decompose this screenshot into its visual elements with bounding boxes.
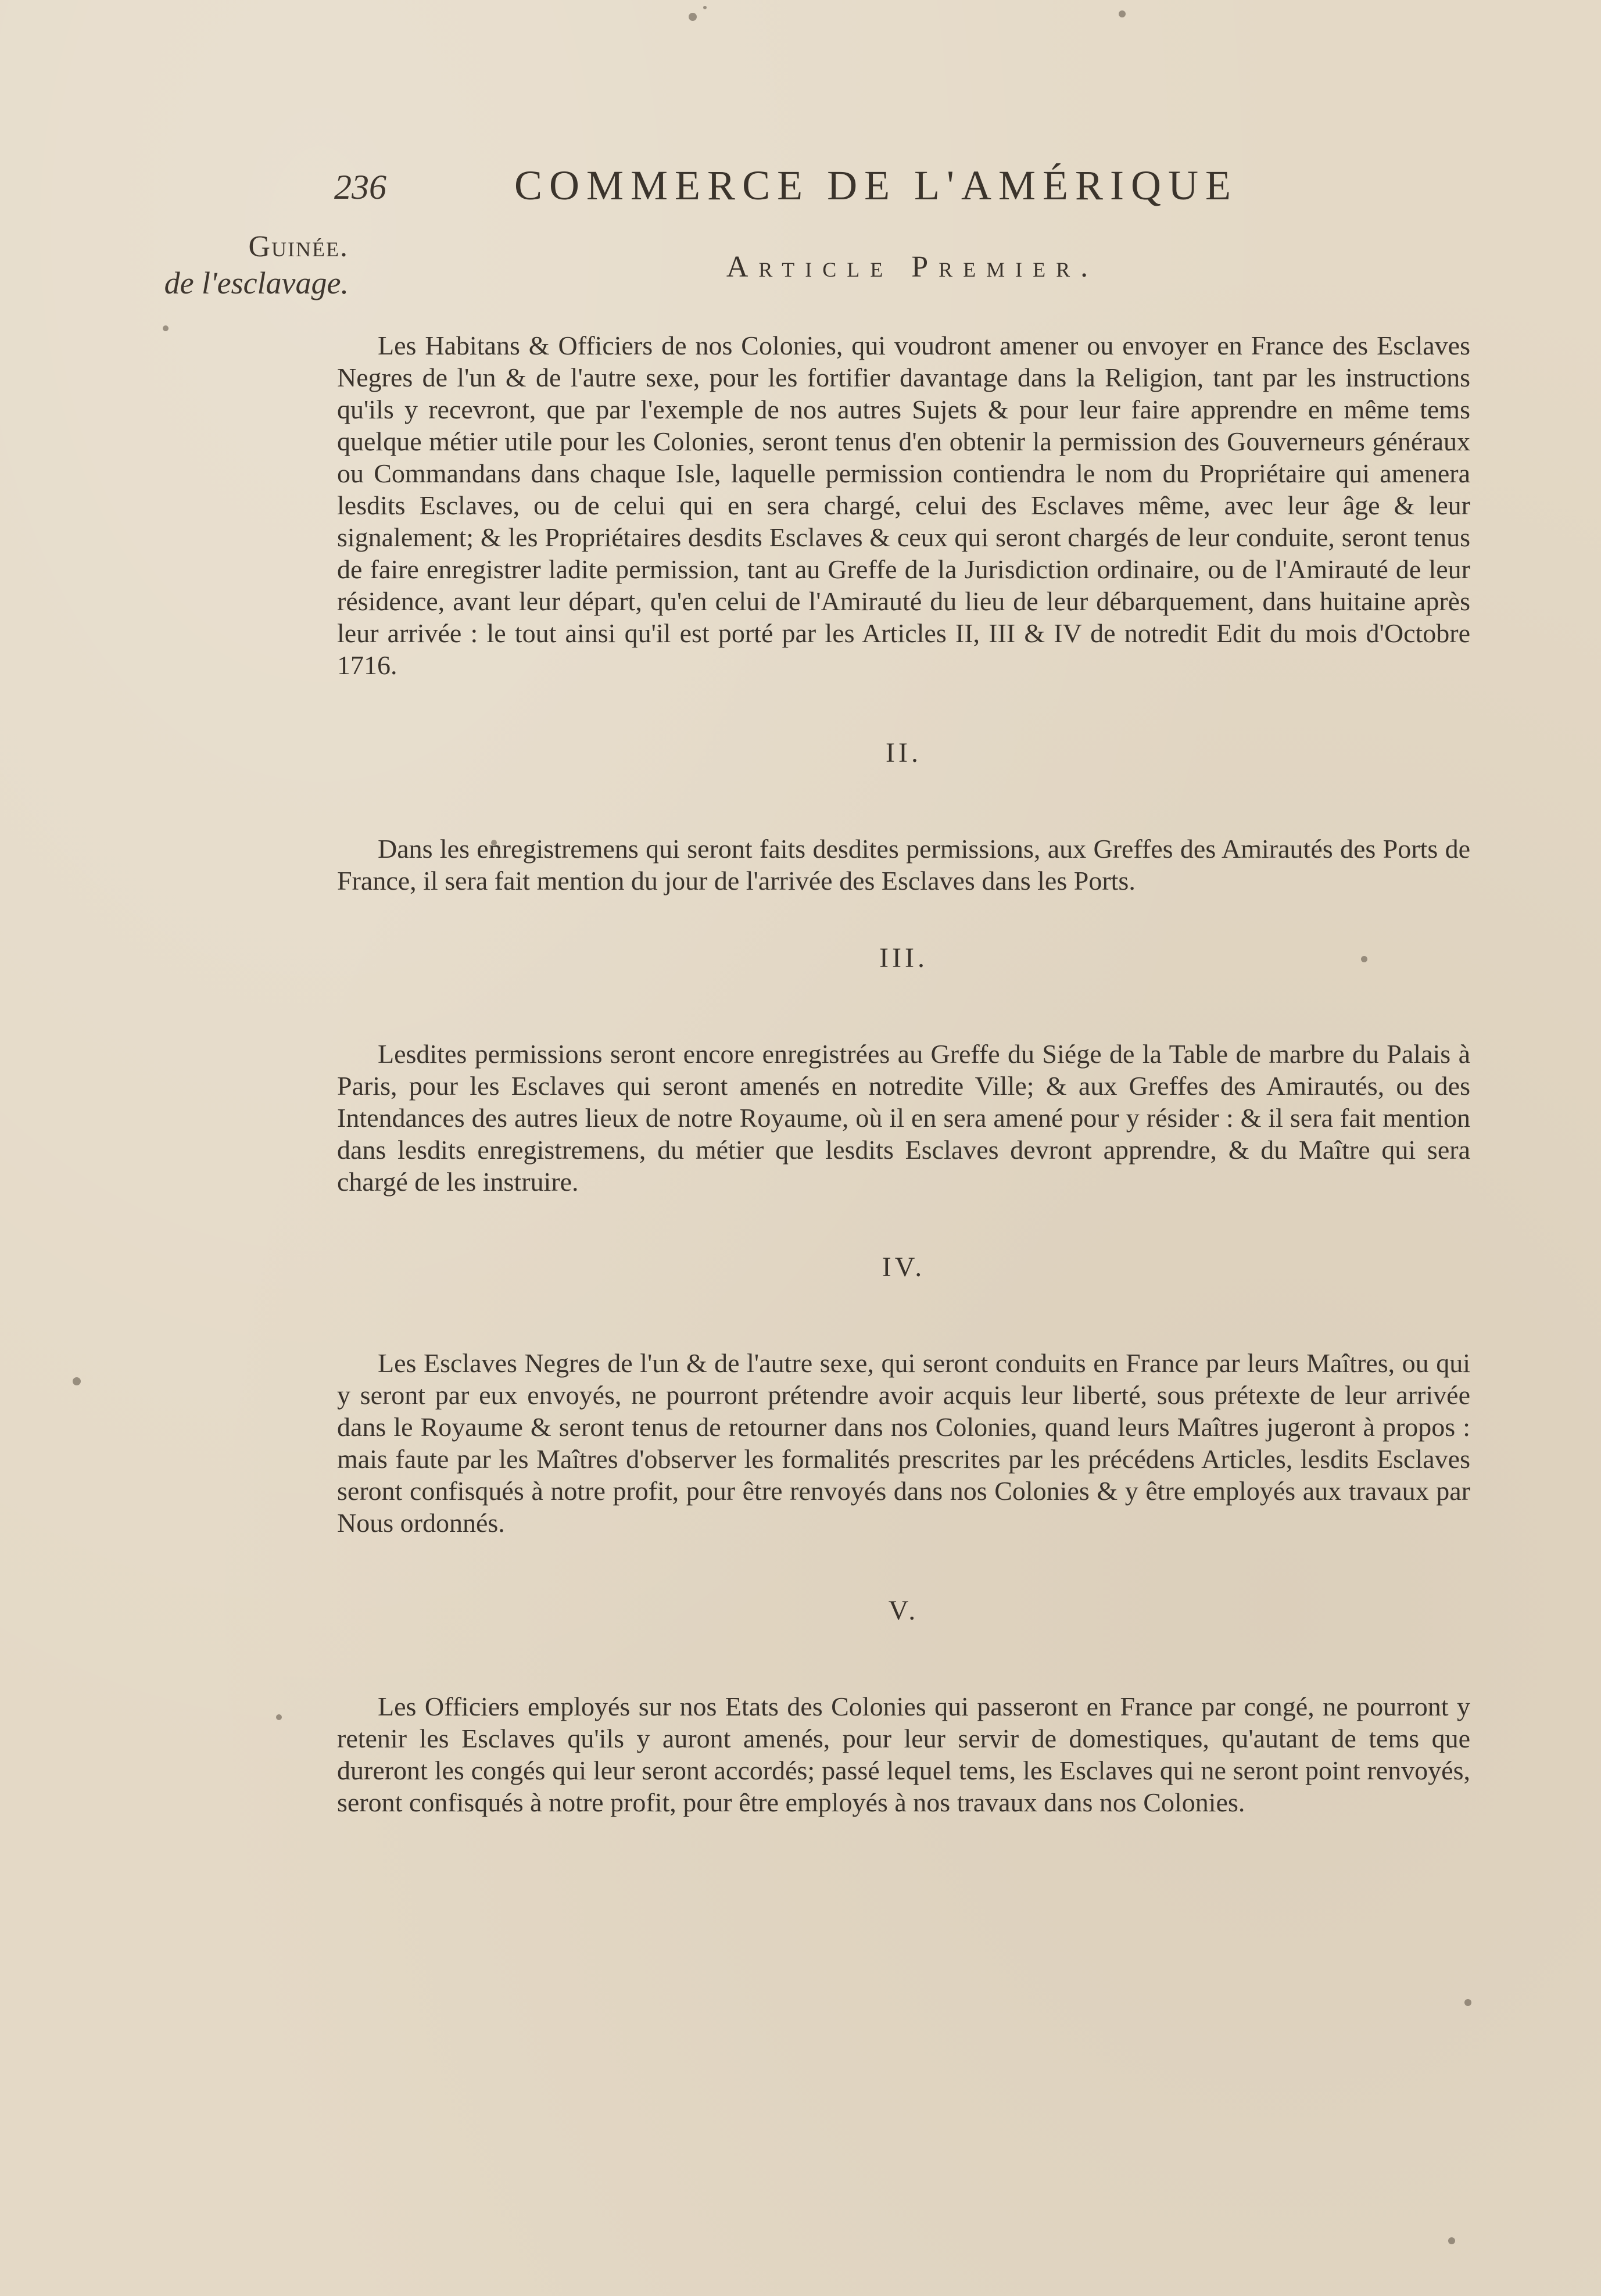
margin-note-esclavage: de l'esclavage. [164,266,349,300]
paper-speck [1119,10,1126,17]
main-text [337,250,1470,1818]
article-3-heading: III. [879,943,928,973]
page-number: 236 [334,168,386,206]
article-4-heading: IV. [882,1252,926,1283]
paper-speck [163,325,169,331]
paper-speck [73,1377,81,1385]
margin-note [116,230,349,301]
article-1-heading: Article Premier. [726,250,1099,284]
paper-speck [1448,2237,1455,2244]
paper-speck [703,6,707,9]
page-header [334,157,1287,215]
margin-note-guinee: Guinée. [248,230,349,263]
article-2-heading: II. [886,737,922,768]
article-2-text: Dans les enregistremens qui seront faits desdites permissions, aux Greffes des Amirautés des Ports de France, il sera fait mention du jour de l'arrivée des Esclaves dans les Ports. [337,834,1470,896]
running-head: COMMERCE DE L'AMÉRIQUE [514,162,1238,209]
article-5-text: Les Officiers employés sur nos Etats des Colonies qui passeront en France par congé, ne pourront y retenir les Esclaves qu'ils y auront amenés, pour leur servir de domestiques, qu'autant de tems que dureront les congés qui leur seront accordés; passé lequel tems, les Esclaves qui ne seront point renvoyés, seront confisqués à notre profit, pour être employés à nos travaux dans nos Colonies. [337,1692,1470,1817]
article-1-text: Les Habitans & Officiers de nos Colonies, qui voudront amener ou envoyer en France des Esclaves Negres de l'un & de l'autre sexe, pour les fortifier davantage dans la Religion, tant par les instructions qu'ils y recevront, que par l'exemple de nos autres Sujets & pour leur faire apprendre en même tems quelque métier utile pour les Colonies, seront tenus d'en obtenir la permission des Gouverneurs généraux ou Commandans dans chaque Isle, laquelle permission contiendra le nom du Propriétaire qui amenera lesdits Esclaves, ou de celui qui en sera chargé, celui des Esclaves même, avec leur âge & leur signalement; & les Propriétaires desdits Esclaves & ceux qui seront chargés de leur conduite, seront tenus de faire enregistrer ladite permission, tant au Greffe de la Jurisdiction ordinaire, ou de l'Amirauté de leur résidence, avant leur départ, qu'en celui de l'Amirauté du lieu de leur débarquement, dans huitaine après leur arrivée : le tout ainsi qu'il est porté par les Articles II, III & IV de notredit Edit du mois d'Octobre 1716. [337,331,1470,680]
article-3-text: Lesdites permissions seront encore enregistrées au Greffe du Siége de la Table de marbre du Palais à Paris, pour les Esclaves qui seront amenés en notredite Ville; & aux Greffes des Amirautés, ou des Intendances des autres lieux de notre Royaume, où il en sera amené pour y résider : & il sera fait mention dans lesdits enregistremens, du métier que lesdits Esclaves devront apprendre, & du Maître qui sera chargé de les instruire. [337,1039,1470,1197]
article-4-text: Les Esclaves Negres de l'un & de l'autre sexe, qui seront conduits en France par leurs Maîtres, ou qui y seront par eux envoyés, ne pourront prétendre avoir acquis leur liberté, sous prétexte de leur arrivée dans le Royaume & seront tenus de retourner dans nos Colonies, quand leurs Maîtres jugeront à propos : mais faute par les Maîtres d'observer les formalités prescrites par les précédens Articles, lesdits Esclaves seront confisqués à notre profit, pour être renvoyés dans nos Colonies & y être employés aux travaux par Nous ordonnés. [337,1348,1470,1538]
paper-speck [1464,1999,1471,2006]
paper-speck [276,1714,282,1720]
article-5-heading: V. [888,1595,919,1626]
paper-speck [689,13,697,21]
